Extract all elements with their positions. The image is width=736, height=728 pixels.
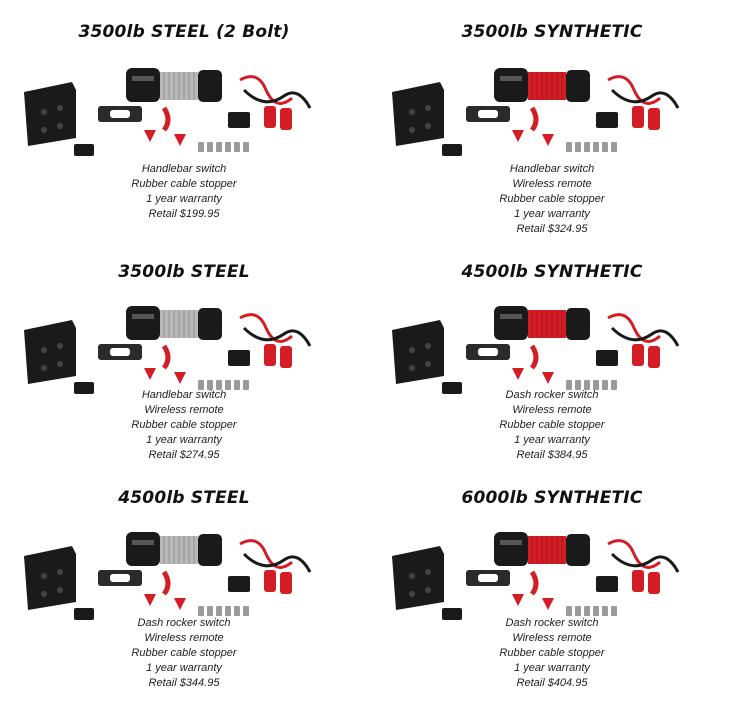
product-specs <box>0 162 368 222</box>
feature-item: 1 year warranty <box>146 662 222 674</box>
product-card <box>0 0 368 230</box>
feature-item: 1 year warranty <box>514 208 590 220</box>
product-title: 3500lb SYNTHETIC <box>461 22 643 42</box>
feature-item: Rubber cable stopper <box>499 193 605 205</box>
winch-kit-photo <box>382 50 722 160</box>
retail-price: Retail $404.95 <box>516 677 588 689</box>
feature-item: Wireless remote <box>144 632 224 644</box>
feature-item: Handlebar switch <box>141 163 227 175</box>
product-title: 3500lb STEEL (2 Bolt) <box>78 22 290 42</box>
product-card <box>368 470 736 700</box>
feature-item: 1 year warranty <box>514 434 590 446</box>
product-specs <box>0 388 368 463</box>
product-specs <box>0 616 368 691</box>
feature-item: 1 year warranty <box>146 434 222 446</box>
feature-item: Handlebar switch <box>141 389 227 401</box>
product-title: 4500lb SYNTHETIC <box>461 262 643 282</box>
retail-price: Retail $324.95 <box>516 223 588 235</box>
product-specs <box>368 388 736 463</box>
retail-price: Retail $274.95 <box>148 449 220 461</box>
winch-kit-photo <box>14 50 354 160</box>
product-title: 4500lb STEEL <box>118 488 250 508</box>
winch-kit-photo <box>382 514 722 624</box>
product-card <box>0 244 368 474</box>
feature-item: Rubber cable stopper <box>499 647 605 659</box>
feature-item: Rubber cable stopper <box>499 419 605 431</box>
retail-price: Retail $199.95 <box>148 208 220 220</box>
product-specs <box>368 162 736 237</box>
winch-kit-photo <box>382 288 722 398</box>
feature-item: Rubber cable stopper <box>131 647 237 659</box>
feature-item: Wireless remote <box>144 404 224 416</box>
feature-item: Rubber cable stopper <box>131 178 237 190</box>
retail-price: Retail $384.95 <box>516 449 588 461</box>
feature-item: Wireless remote <box>512 178 592 190</box>
product-title: 6000lb SYNTHETIC <box>461 488 643 508</box>
product-card <box>0 470 368 700</box>
feature-item: Wireless remote <box>512 632 592 644</box>
product-card <box>368 0 736 235</box>
winch-kit-photo <box>14 514 354 624</box>
feature-item: Dash rocker switch <box>137 617 231 629</box>
feature-item: Wireless remote <box>512 404 592 416</box>
product-card <box>368 244 736 474</box>
winch-kit-photo <box>14 288 354 398</box>
product-title: 3500lb STEEL <box>118 262 250 282</box>
retail-price: Retail $344.95 <box>148 677 220 689</box>
feature-item: Dash rocker switch <box>505 617 599 629</box>
feature-item: 1 year warranty <box>146 193 222 205</box>
feature-item: Handlebar switch <box>509 163 595 175</box>
feature-item: 1 year warranty <box>514 662 590 674</box>
feature-item: Rubber cable stopper <box>131 419 237 431</box>
product-specs <box>368 616 736 691</box>
feature-item: Dash rocker switch <box>505 389 599 401</box>
